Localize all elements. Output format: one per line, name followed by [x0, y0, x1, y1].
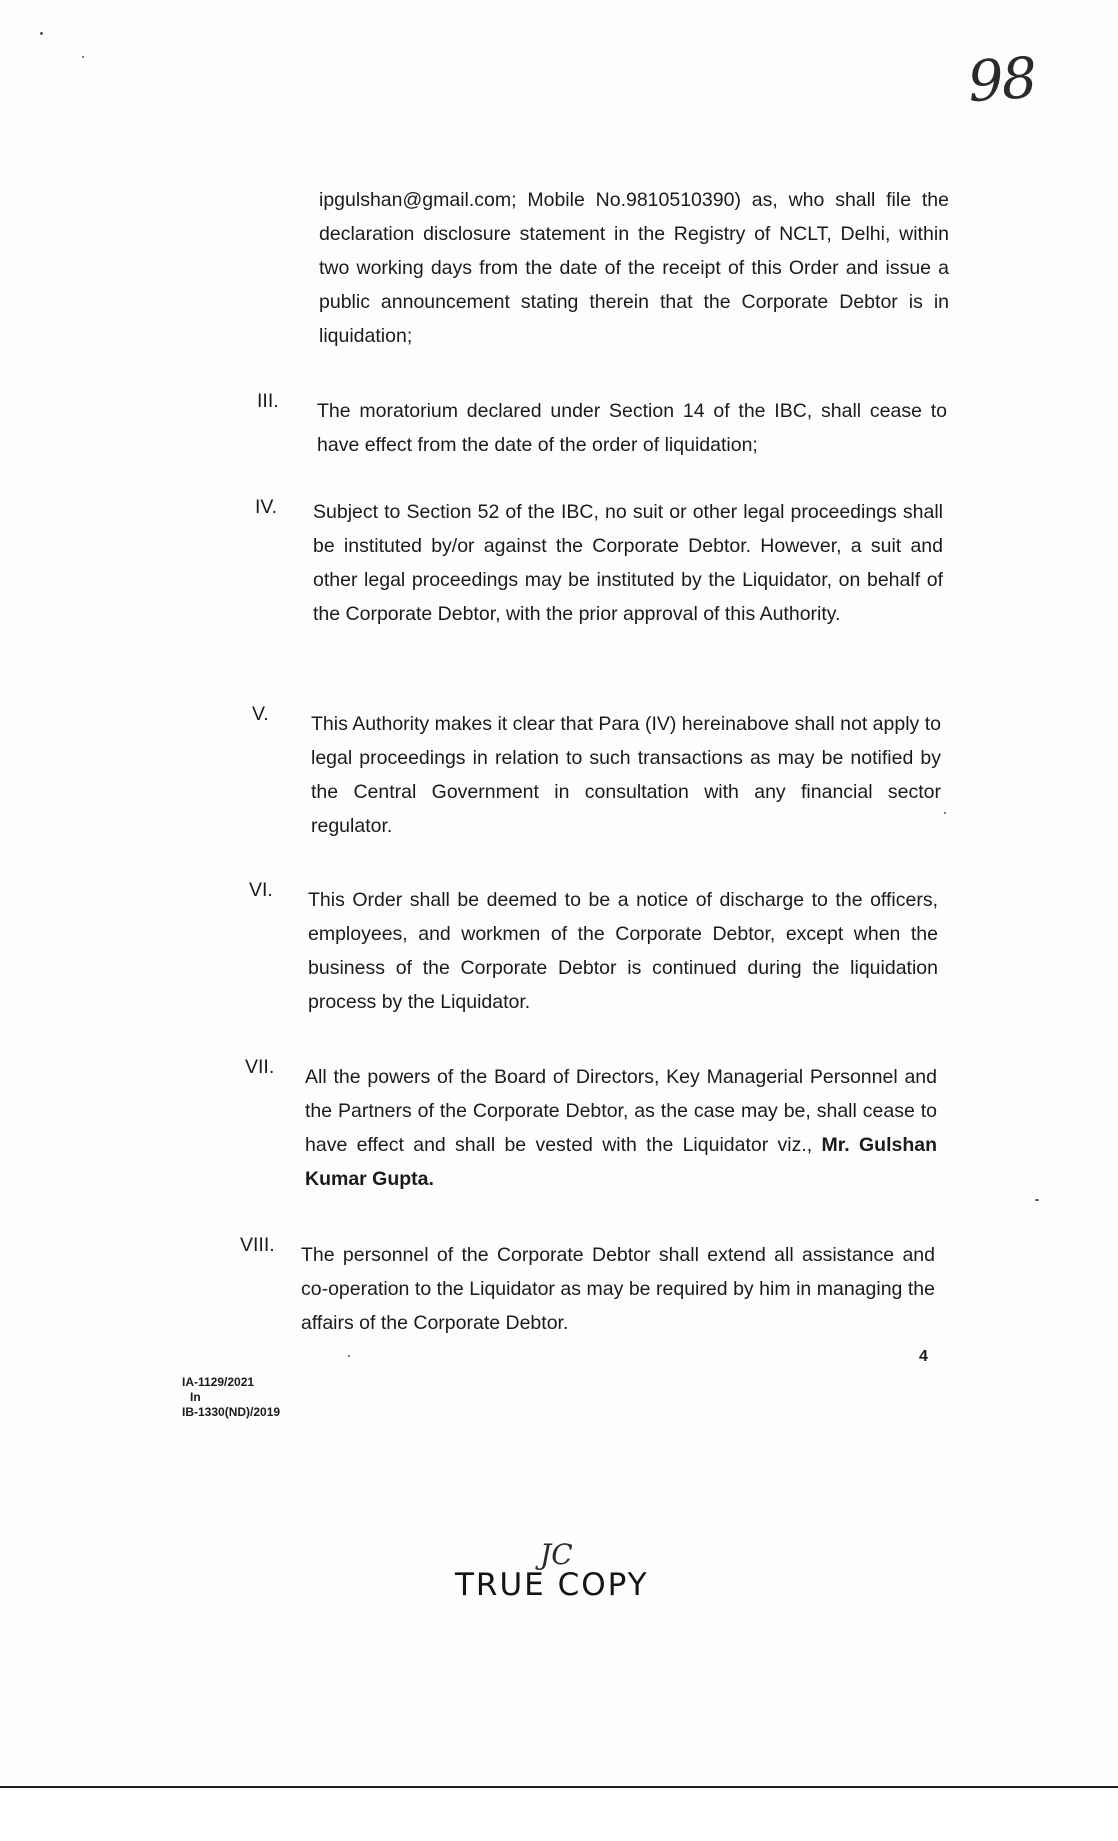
scan-speck — [348, 1355, 350, 1357]
paragraph-number-viii: VIII. — [240, 1234, 275, 1256]
case-ref-line-1: IA-1129/2021 — [182, 1375, 255, 1389]
scan-speck — [1035, 1199, 1039, 1201]
paragraph-vii — [305, 1060, 937, 1196]
paragraph-number-iv: IV. — [255, 496, 278, 518]
paragraph-iv: Subject to Section 52 of the IBC, no suit or other legal proceedings shall be instituted by/or against the Corporate Debtor. However, a suit and other legal proceedings may be instituted by the Liquidator, on behalf of the Corporate Debtor, with the prior approval of this Authority. — [313, 501, 943, 625]
paragraph-number-iii: III. — [257, 390, 279, 412]
case-ref-line-3: IB-1330(ND)/2019 — [182, 1405, 281, 1419]
paragraph-number-vi: VI. — [249, 879, 273, 901]
paragraph-vii-text: All the powers of the Board of Directors, Key Managerial Personnel and the Partners of the Corporate Debtor, as the case may be, shall cease to have effect and shall be vested with the Liquidator viz., — [305, 1066, 937, 1156]
handwritten-page-number: 98 — [965, 45, 1038, 116]
paragraph-vi: This Order shall be deemed to be a notice of discharge to the officers, employees, and workmen of the Corporate Debtor, except when the business of the Corporate Debtor is continued during the liquidation process by the Liquidator. — [308, 889, 938, 1013]
case-reference — [182, 1375, 280, 1420]
scan-speck — [40, 32, 43, 35]
true-copy-stamp: TRUE COPY — [455, 1567, 649, 1603]
paragraph-v: This Authority makes it clear that Para (IV) hereinabove shall not apply to legal proceedings in relation to such transactions as may be notified by the Central Government in consultation with any financial sector regulator. — [311, 713, 941, 837]
paragraph-iii: The moratorium declared under Section 14 of the IBC, shall cease to have effect from the date of the order of liquidation; — [317, 400, 947, 456]
page-number: 4 — [919, 1348, 928, 1365]
paragraph-number-v: V. — [252, 703, 269, 725]
continuation-paragraph: ipgulshan@gmail.com; Mobile No.9810510390) as, who shall file the declaration disclosure statement in the Registry of NCLT, Delhi, within two working days from the date of the receipt of this Order and issue a public announcement stating therein that the Corporate Debtor is in liquidation; — [319, 189, 949, 347]
liquidator-name: Mr. Gulshan Kumar Gupta. — [305, 1134, 938, 1190]
page-bottom-edge — [0, 1786, 1118, 1788]
paragraph-number-vii: VII. — [245, 1056, 275, 1078]
stamp-initials: JC — [540, 1538, 573, 1571]
scan-speck — [944, 812, 946, 814]
case-ref-line-2: In — [190, 1390, 201, 1404]
scan-speck — [82, 56, 84, 58]
paragraph-viii: The personnel of the Corporate Debtor shall extend all assistance and co-operation to the Liquidator as may be required by him in managing the affairs of the Corporate Debtor. — [301, 1244, 935, 1334]
